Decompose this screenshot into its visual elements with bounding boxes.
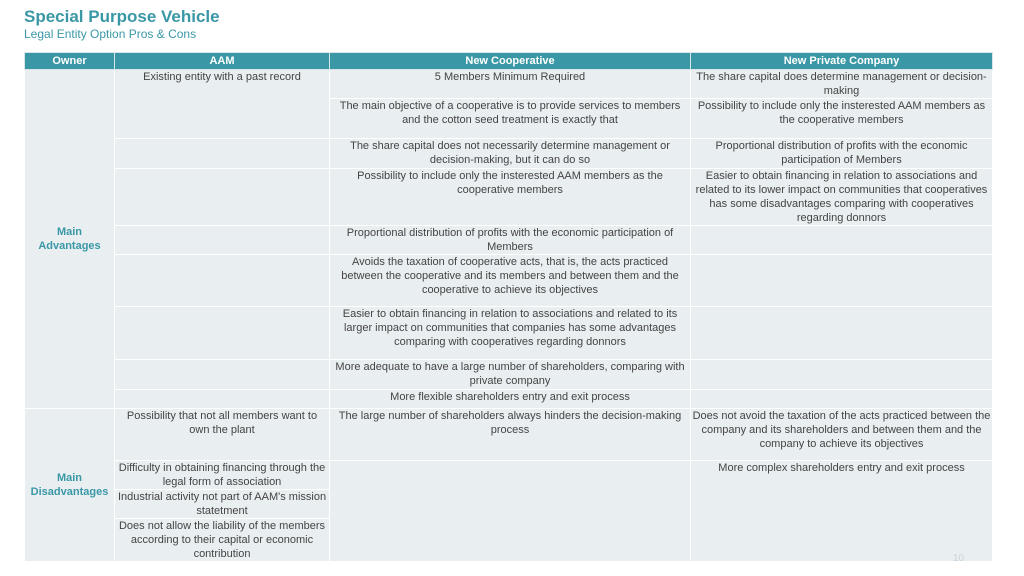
aam-empty-cell [115,307,330,360]
aam-disadvantage-cell: Does not allow the liability of the members according to their capital or economic contribution [115,519,330,562]
coop-advantage-cell: Avoids the taxation of cooperative acts, that is, the acts practiced between the cooperative and its members and between them and the cooperative to achieve its objectives [330,255,691,307]
pros-cons-table [24,52,993,562]
coop-advantage-cell: Proportional distribution of profits with the economic participation of Members [330,226,691,255]
aam-disadvantage-cell: Industrial activity not part of AAM's mission statetment [115,490,330,519]
table-row [25,409,993,461]
private-disadvantage-cell: Does not avoid the taxation of the acts practiced between the company and its shareholders and between them and the company to achieve its objectives [691,409,993,461]
aam-empty-cell [115,169,330,226]
private-empty-cell [691,360,993,390]
coop-advantage-cell: Easier to obtain financing in relation to associations and related to its larger impact on communities that companies has some advantages comparing with cooperatives regarding donnors [330,307,691,360]
coop-disadvantage-cell: The large number of shareholders always hinders the decision-making process [330,409,691,461]
header-row [25,53,993,70]
table-row [25,390,993,409]
coop-advantage-cell: More flexible shareholders entry and exit process [330,390,691,409]
table-row [25,169,993,226]
page-title: Special Purpose Vehicle [24,7,220,26]
column-header-aam: AAM [115,53,330,70]
private-empty-cell [691,390,993,409]
aam-disadvantage-cell: Possibility that not all members want to own the plant [115,409,330,461]
row-group-main-disadvantages: Main Disadvantages [25,409,115,562]
aam-empty-cell [115,255,330,307]
page-subtitle: Legal Entity Option Pros & Cons [24,27,197,41]
table-row [25,461,993,490]
private-advantage-cell: The share capital does determine management or decision-making [691,70,993,99]
table-row [25,70,993,99]
coop-advantage-cell: Possibility to include only the insterested AAM members as the cooperative members [330,169,691,226]
table-row [25,307,993,360]
table-row [25,226,993,255]
aam-empty-cell [115,139,330,169]
aam-disadvantage-cell: Difficulty in obtaining financing through the legal form of association [115,461,330,490]
coop-advantage-cell: The share capital does not necessarily determine management or decision-making, but it can do so [330,139,691,169]
coop-empty-cell [330,461,691,562]
row-group-main-advantages: Main Advantages [25,70,115,409]
table-row [25,360,993,390]
private-advantage-cell: Possibility to include only the insterested AAM members as the cooperative members [691,99,993,139]
column-header-owner: Owner [25,53,115,70]
page-number: 10 [952,553,964,564]
aam-advantage-cell: Existing entity with a past record [115,70,330,139]
coop-advantage-cell: 5 Members Minimum Required [330,70,691,99]
aam-empty-cell [115,226,330,255]
column-header-new-private-company: New Private Company [691,53,993,70]
private-empty-cell [691,307,993,360]
private-advantage-cell: Easier to obtain financing in relation to associations and related to its lower impact on communities that cooperatives has some disadvantages comparing with cooperatives regarding donnors [691,169,993,226]
coop-advantage-cell: The main objective of a cooperative is to provide services to members and the cotton seed treatment is exactly that [330,99,691,139]
table-row [25,139,993,169]
private-empty-cell [691,226,993,255]
aam-empty-cell [115,360,330,390]
coop-advantage-cell: More adequate to have a large number of shareholders, comparing with private company [330,360,691,390]
private-disadvantage-cell: More complex shareholders entry and exit process [691,461,993,562]
private-advantage-cell: Proportional distribution of profits with the economic participation of Members [691,139,993,169]
aam-empty-cell [115,390,330,409]
column-header-new-cooperative: New Cooperative [330,53,691,70]
private-empty-cell [691,255,993,307]
table-row [25,255,993,307]
